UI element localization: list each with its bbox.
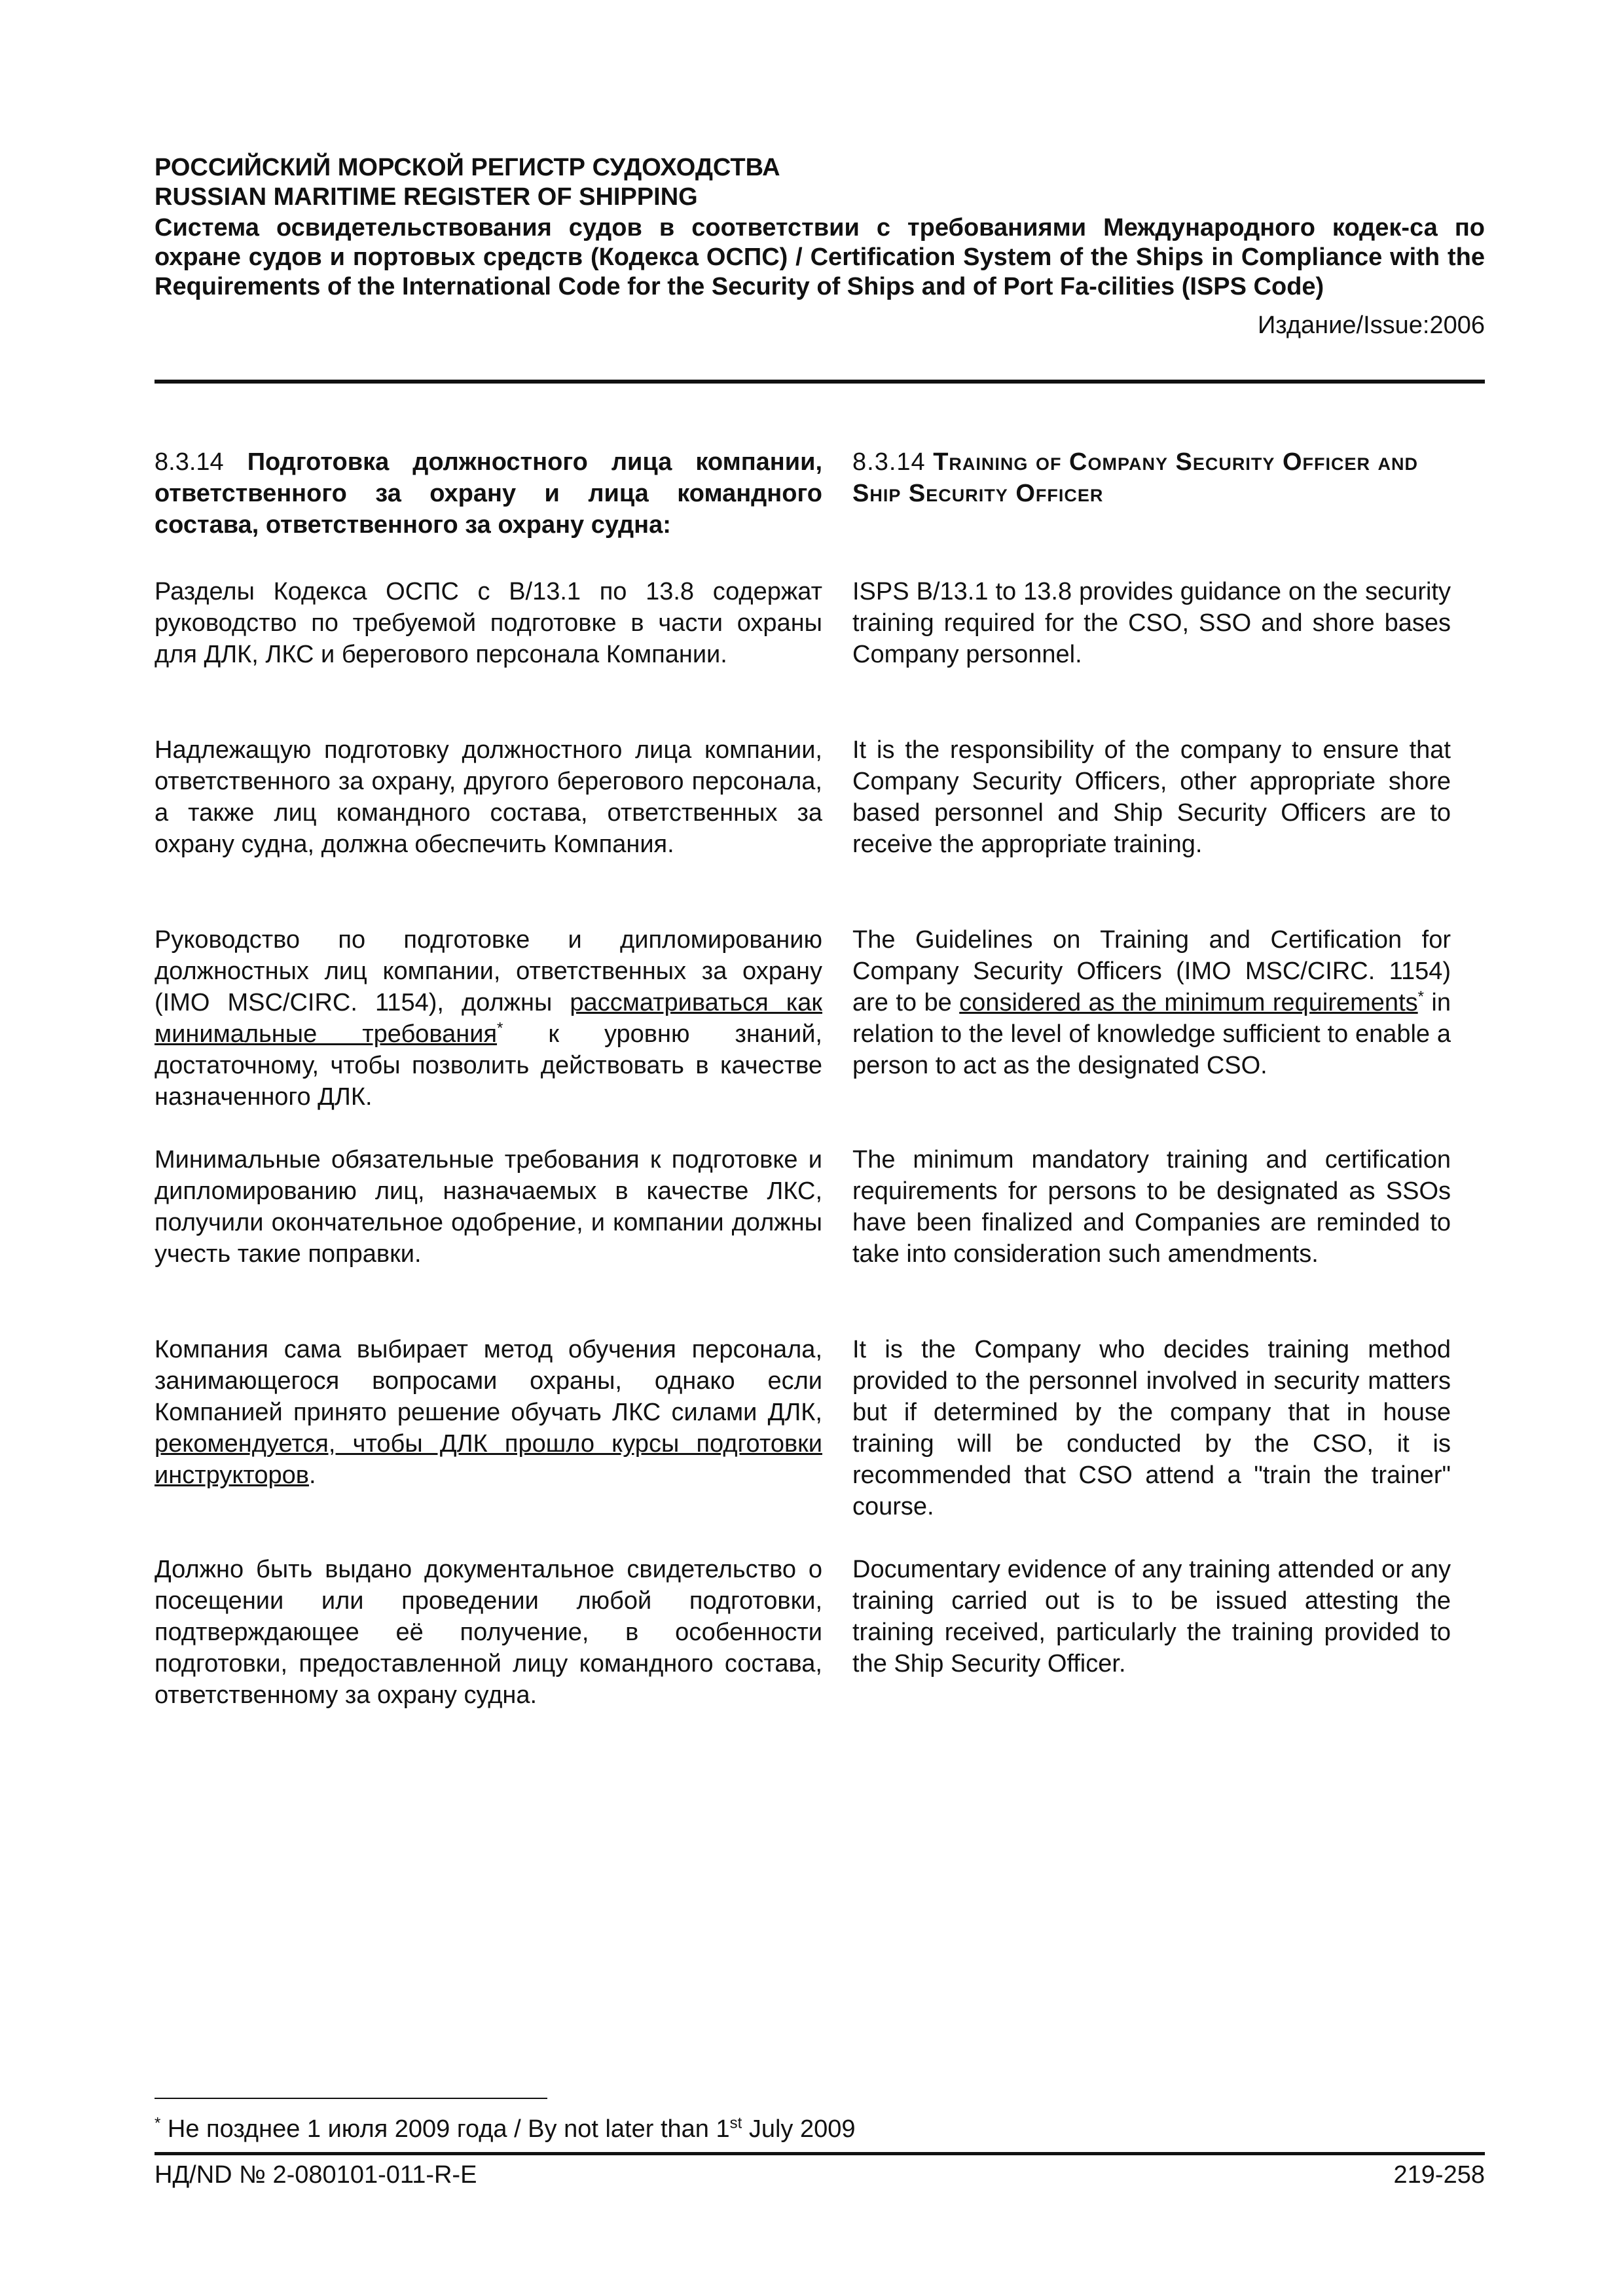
paragraph-en-5: It is the Company who decides training method provided to the personnel involved in security matters but if determined by the company that in house training will be conducted by the CSO, it is recommended that CSO attend a "train the trainer" course.: [852, 1336, 1451, 1520]
footer-doc-number: НД/ND № 2-080101-011-R-E: [155, 2161, 477, 2189]
section-title-en: Training of Company Security Officer and Ship Security Officer: [852, 448, 1419, 507]
footnote-rule: [155, 2098, 547, 2099]
paragraph-en-2: It is the responsibility of the company to ensure that Company Security Officers, other appropriate shore based personnel and Ship Security Officers are to receive the appropriate training.: [852, 736, 1451, 858]
paragraph-ru-6: Должно быть выдано документальное свидетельство о посещении или проведении любой подготовки, подтверждающее её получение, в особенности подготовки, предоставленной лицу командного состава, ответственному за охрану судна.: [155, 1556, 822, 1709]
header-rule: [155, 380, 1485, 384]
paragraph-en-3-text-end: in relation to the level of knowledge sufficient to enable a person to act as the designated CSO.: [852, 989, 1451, 1079]
footnote-mark-ru: *: [497, 1019, 503, 1037]
footer-rule: [155, 2152, 1485, 2155]
footnote: [155, 2114, 856, 2144]
paragraph-ru-5-text-end: .: [308, 1462, 316, 1489]
section-number: 8.3.14: [155, 448, 224, 476]
paragraph-ru-3-underlined: рассматриваться как минимальные требования: [155, 989, 822, 1048]
footer-page-number: 219-258: [1393, 2161, 1485, 2189]
paragraph-en-6: Documentary evidence of any training attended or any training carried out is to be issued attesting the training received, particularly the training provided to the Ship Security Officer.: [852, 1556, 1451, 1677]
footnote-text-end: July 2009: [742, 2115, 856, 2143]
paragraph-ru-5-underlined: рекомендуется, чтобы ДЛК прошло курсы подготовки инструкторов: [155, 1430, 822, 1489]
paragraph-ru-1: Разделы Кодекса ОСПС с В/13.1 по 13.8 содержат руководство по требуемой подготовке в части охраны для ДЛК, ЛКС и берегового персонала Компании.: [155, 578, 822, 668]
footnote-mark-en: *: [1417, 988, 1424, 1006]
paragraph-ru-2: Надлежащую подготовку должностного лица компании, ответственного за охрану, другого берегового персонала, а также лиц командного состава, ответственных за охрану судна, должна обеспечить Компания.: [155, 736, 822, 858]
footnote-ordinal: st: [729, 2114, 742, 2132]
paragraph-en-1: ISPS B/13.1 to 13.8 provides guidance on the security training required for the CSO, SSO and shore bases Company personnel.: [852, 578, 1451, 668]
paragraph-ru-5: [155, 1334, 822, 1491]
header-org-ru: РОССИЙСКИЙ МОРСКОЙ РЕГИСТР СУДОХОДСТВА: [155, 154, 780, 181]
footnote-mark: *: [155, 2114, 161, 2132]
header-org-en: RUSSIAN MARITIME REGISTER OF SHIPPING: [155, 183, 698, 211]
paragraph-ru-4: Минимальные обязательные требования к подготовке и дипломированию лиц, назначаемых в качестве ЛКС, получили окончательное одобрение, и компании должны учесть такие поправки.: [155, 1146, 822, 1268]
paragraph-en-4: The minimum mandatory training and certification requirements for persons to be designated as SSOs have been finalized and Companies are reminded to take into consideration such amendments.: [852, 1146, 1451, 1268]
header-edition: Издание/Issue:2006: [1257, 312, 1485, 339]
paragraph-ru-3-text-end: к уровню знаний, достаточному, чтобы позволить действовать в качестве назначенного ДЛК.: [155, 1020, 822, 1111]
paragraph-en-3: [852, 924, 1451, 1081]
section-number-en: 8.3.14: [852, 448, 926, 476]
section-heading-en: [852, 446, 1451, 509]
header-title: Система освидетельствования судов в соответствии с требованиями Международного кодек-са по охране судов и портовых средств (Кодекса ОСПС) / Certification System of the Ships in Compliance with the Requirements of the International Code for the Security of Ships and of Port Fa-cilities (ISPS Code): [155, 214, 1485, 300]
paragraph-ru-3: [155, 924, 822, 1113]
document-header: [155, 153, 1485, 340]
section-title-ru: Подготовка должностного лица компании, ответственного за охрану и лица командного состава, ответственного за охрану судна:: [155, 448, 823, 539]
footnote-text: Не позднее 1 июля 2009 года / By not later than 1: [160, 2115, 730, 2143]
paragraph-en-3-underlined: considered as the minimum requirements: [959, 989, 1418, 1016]
section-heading-ru: [155, 446, 822, 541]
paragraph-ru-5-text: Компания сама выбирает метод обучения персонала, занимающегося вопросами охраны, однако если Компанией принято решение обучать ЛКС силами ДЛК,: [155, 1336, 822, 1426]
paragraph-en-3-text: The Guidelines on Training and Certification for Company Security Officers (IMO MSC/CIRC. 1154) are to be: [852, 926, 1451, 1016]
paragraph-ru-3-text: Руководство по подготовке и дипломированию должностных лиц компании, ответственных за охрану (IMO MSC/CIRC. 1154), должны: [155, 926, 822, 1016]
